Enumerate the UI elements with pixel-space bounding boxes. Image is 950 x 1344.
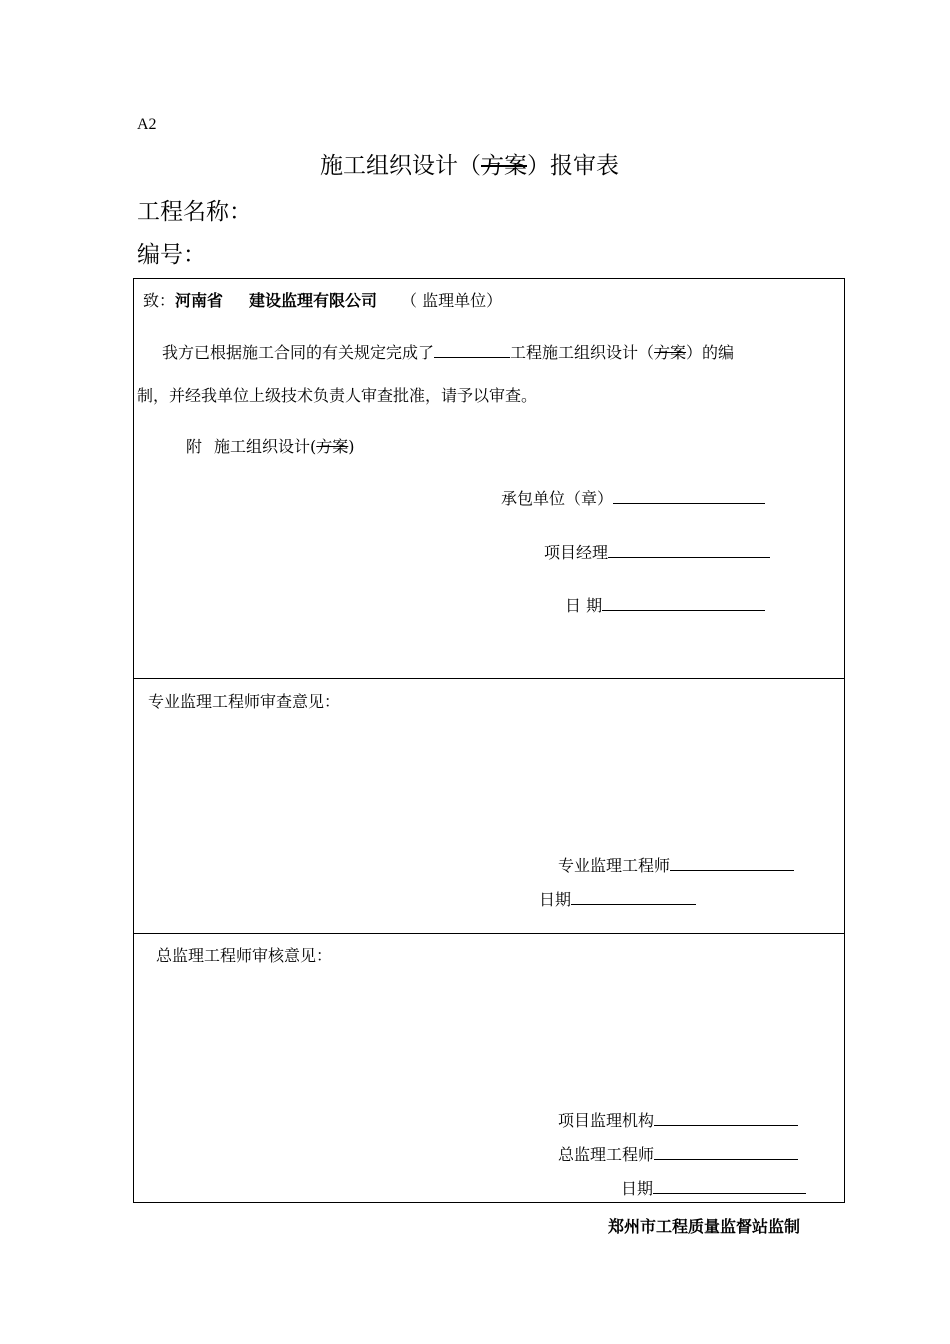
- body-line-2: 制，并经我单位上级技术负责人审查批准，请予以审查。: [137, 386, 538, 405]
- date-blank-3[interactable]: [653, 1179, 806, 1194]
- contractor-row: [501, 486, 765, 509]
- title-part2: ）报审表: [527, 153, 619, 179]
- date-row-1: [565, 593, 765, 616]
- project-name-label: 工程名称：: [137, 199, 252, 225]
- body-struck: 方案: [654, 343, 687, 362]
- contractor-label: 承包单位（章）: [501, 489, 614, 508]
- supervision-org-row: [558, 1108, 798, 1131]
- date-blank-1[interactable]: [602, 596, 765, 611]
- supervision-org-label: 项目监理机构: [558, 1111, 655, 1130]
- project-blank[interactable]: [434, 343, 510, 358]
- attach-label: 附: [186, 437, 203, 456]
- date-label-2: 日期: [539, 890, 572, 909]
- form-code: A2: [137, 116, 157, 133]
- org-company: 建设监理有限公司: [249, 291, 378, 310]
- contractor-blank[interactable]: [613, 489, 765, 504]
- body-part3: ）的编: [686, 343, 735, 362]
- body-part2: 工程施工组织设计（: [510, 343, 655, 362]
- engineer-blank[interactable]: [670, 856, 794, 871]
- engineer-label: 专业监理工程师: [558, 856, 671, 875]
- pm-blank[interactable]: [608, 543, 770, 558]
- chief-engineer-row: [558, 1142, 798, 1165]
- attach-struck: 方案: [316, 437, 349, 456]
- date-blank-2[interactable]: [571, 890, 696, 905]
- page-title: [320, 147, 619, 180]
- engineer-review-heading: 专业监理工程师审查意见：: [148, 692, 341, 711]
- date-label-3: 日期: [621, 1179, 654, 1198]
- addressee-line: [143, 288, 502, 311]
- chief-review-heading: 总监理工程师审核意见：: [156, 946, 333, 965]
- pm-label: 项目经理: [544, 543, 609, 562]
- title-part1: 施工组织设计（: [320, 153, 481, 179]
- chief-engineer-blank[interactable]: [654, 1145, 798, 1160]
- supervision-org-blank[interactable]: [654, 1111, 798, 1126]
- date-row-2: [539, 887, 696, 910]
- attach-text: 施工组织设计(: [214, 437, 317, 456]
- pm-row: [544, 540, 770, 563]
- form-table: [133, 278, 845, 1203]
- section-divider-2: [133, 933, 845, 934]
- chief-engineer-label: 总监理工程师: [558, 1145, 655, 1164]
- to-label: 致：: [143, 291, 176, 310]
- engineer-row: [558, 853, 794, 876]
- footer-issuer: 郑州市工程质量监督站监制: [608, 1217, 801, 1236]
- attach-end: ): [348, 437, 355, 456]
- org-role: （ 监理单位）: [401, 291, 503, 310]
- body-part1: 我方已根据施工合同的有关规定完成了: [162, 343, 435, 362]
- org-province: 河南省: [175, 291, 224, 310]
- body-line-1: [162, 340, 734, 363]
- section-divider-1: [133, 678, 845, 679]
- title-struck: 方案: [481, 153, 527, 179]
- number-label: 编号：: [137, 242, 206, 268]
- attachment-line: [186, 434, 355, 457]
- date-row-3: [621, 1176, 806, 1199]
- date-label-1: 日 期: [565, 596, 603, 615]
